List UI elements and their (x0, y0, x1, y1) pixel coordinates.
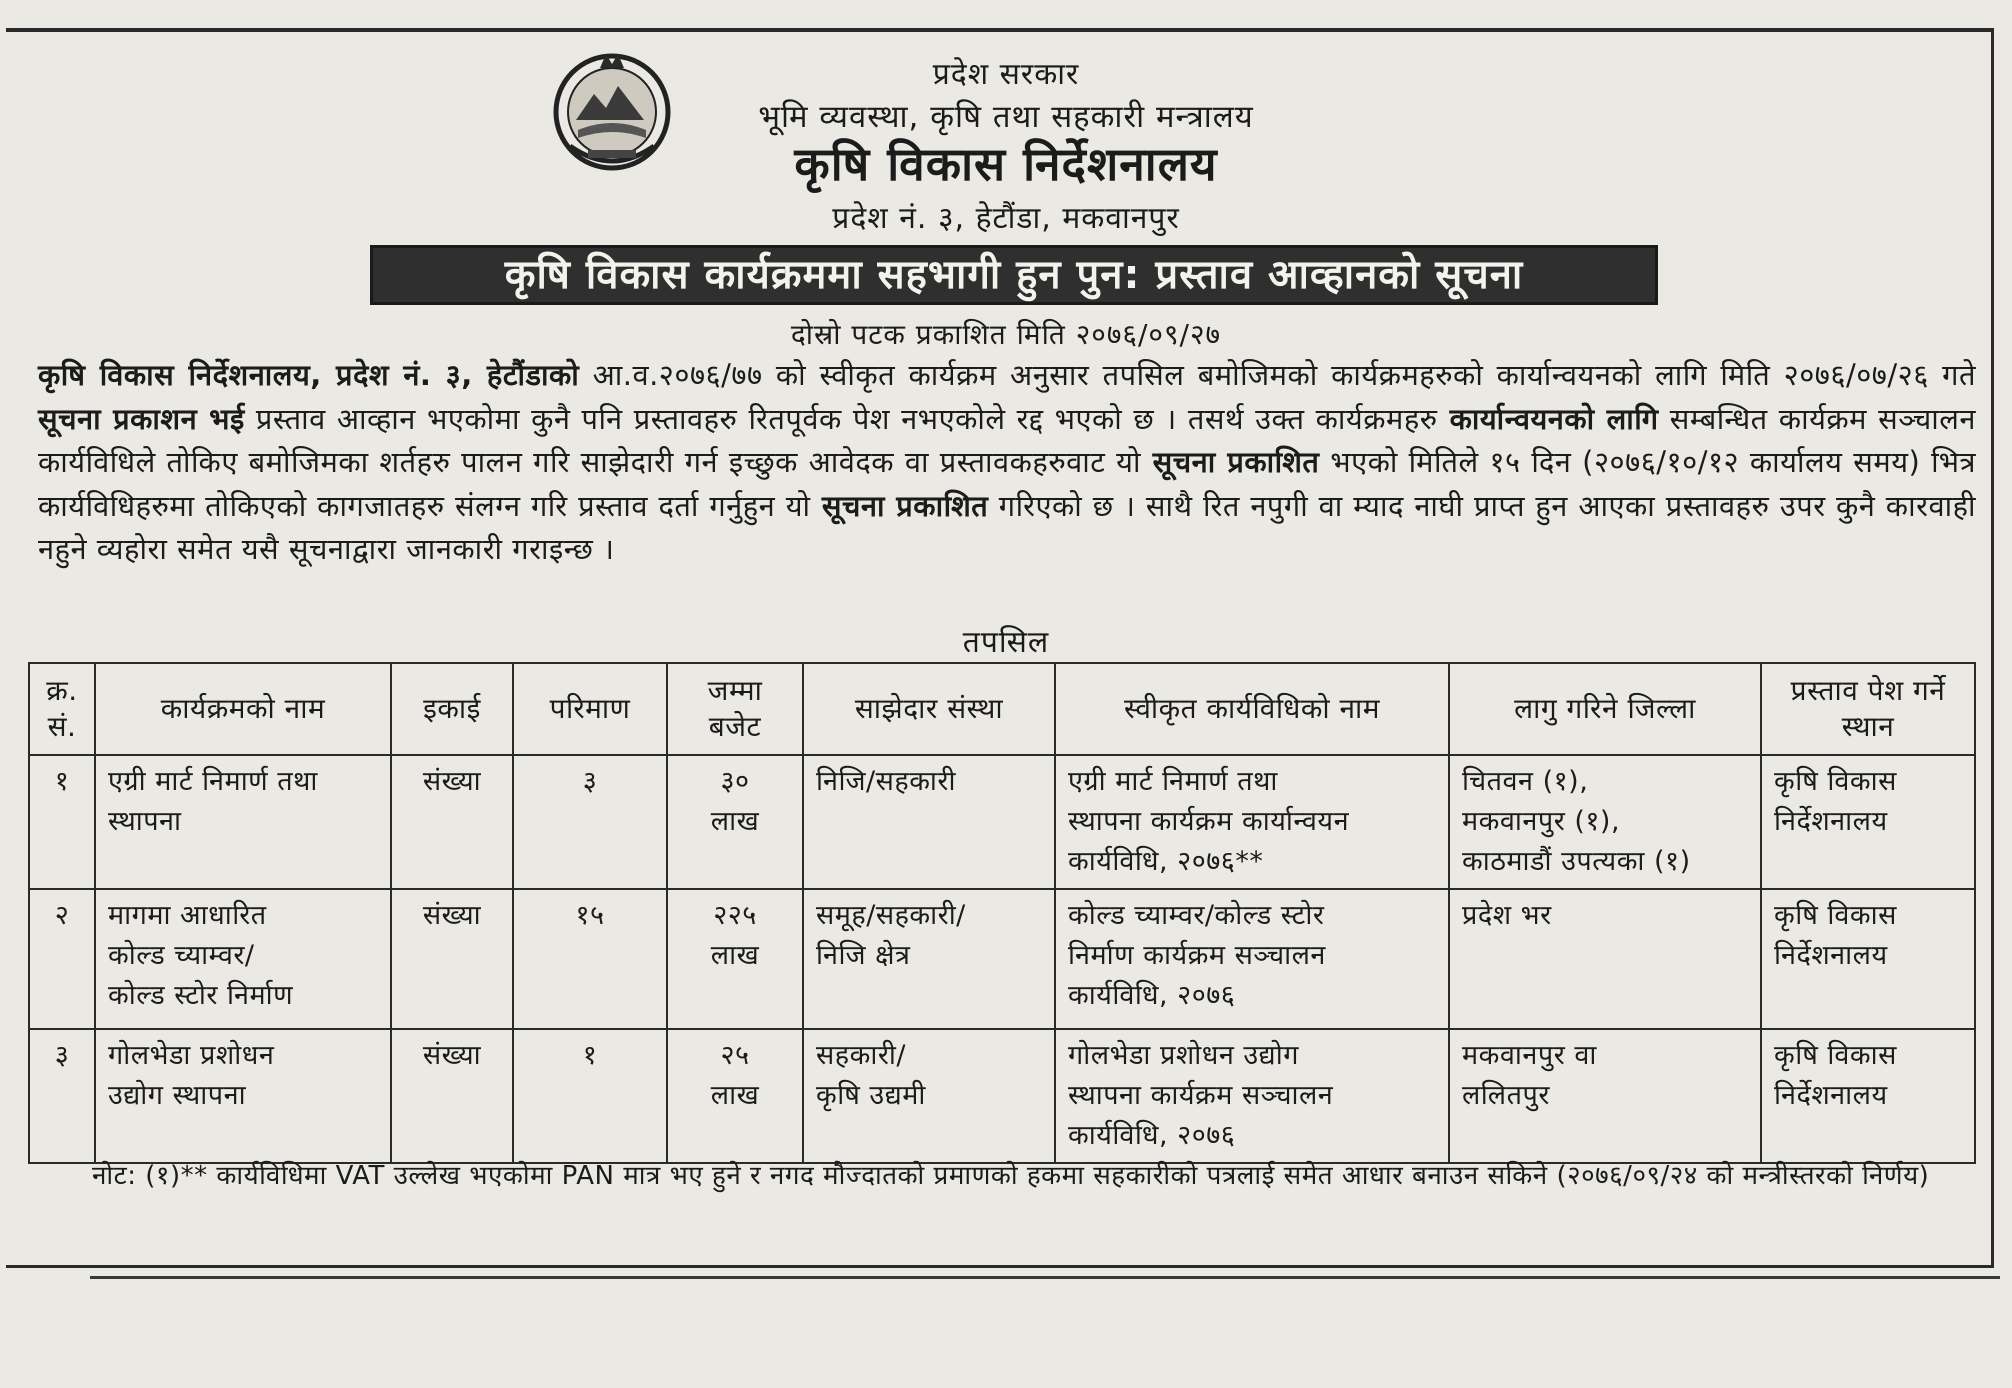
cell-unit: संख्या (391, 755, 513, 889)
col-header-guideline: स्वीकृत कार्यविधिको नाम (1055, 663, 1449, 755)
ministry-line: भूमि व्यवस्था, कृषि तथा सहकारी मन्त्रालय (758, 99, 1254, 135)
cell-program: एग्री मार्ट निमार्ण तथा स्थापना (95, 755, 391, 889)
col-header-district: लागु गरिने जिल्ला (1449, 663, 1761, 755)
col-header-sn: क्र. सं. (29, 663, 95, 755)
publication-date: दोस्रो पटक प्रकाशित मिति २०७६/०९/२७ (790, 318, 1222, 351)
schedule-table (28, 662, 1976, 1164)
table-row (29, 755, 1975, 889)
body-bold-3: कार्यान्वयनको लागि (1437, 401, 1659, 436)
office-address: प्रदेश नं. ३, हेटौंडा, मकवानपुर (832, 201, 1180, 236)
cell-budget: २२५ लाख (667, 889, 803, 1029)
cell-sn: ३ (29, 1029, 95, 1163)
cell-program: मागमा आधारित कोल्ड च्याम्वर/ कोल्ड स्टोर निर्माण (95, 889, 391, 1029)
government-line: प्रदेश सरकार (932, 57, 1080, 92)
cell-partner: सहकारी/ कृषि उद्यमी (803, 1029, 1055, 1163)
col-header-program: कार्यक्रमको नाम (95, 663, 391, 755)
cell-place: कृषि विकास निर्देशनालय (1761, 889, 1975, 1029)
footnote: नोट: (१)** कार्यविधिमा VAT उल्लेख भएकोमा PAN मात्र भए हुने र नगद मौज्दातको प्रमाणको हकमा सहकारीको पत्रलाई समेत आधार बनाउन सकिने (२०७६/०९/२४ को मन्त्रीस्तरको निर्णय) (92, 1161, 1930, 1191)
col-header-quantity: परिमाण (513, 663, 667, 755)
body-text-1: आ.व.२०७६/७७ को स्वीकृत कार्यक्रम अनुसार तपसिल बमोजिमको कार्यक्रमहरुको कार्यान्वयनको लागि मिति २०७६/०७/२६ गते (579, 358, 1976, 392)
table-row (29, 1029, 1975, 1163)
schedule-title: तपसिल (962, 625, 1050, 660)
notice-body (38, 354, 1976, 572)
cell-place: कृषि विकास निर्देशनालय (1761, 1029, 1975, 1163)
body-text-5: गरिएको छ । साथै रित नपुगी वा म्याद नाघी प्राप्त हुन आएका प्रस्तावहरु उपर कुनै कारवाही नहुने व्यहोरा समेत यसै सूचनाद्वारा जानकारी गराइन्छ । (38, 488, 1976, 566)
cell-district: मकवानपुर वा ललितपुर (1449, 1029, 1761, 1163)
cell-place: कृषि विकास निर्देशनालय (1761, 755, 1975, 889)
col-header-partner: साझेदार संस्था (803, 663, 1055, 755)
cell-quantity: ३ (513, 755, 667, 889)
cell-program: गोलभेडा प्रशोधन उद्योग स्थापना (95, 1029, 391, 1163)
cell-unit: संख्या (391, 1029, 513, 1163)
cell-district: प्रदेश भर (1449, 889, 1761, 1029)
cell-sn: २ (29, 889, 95, 1029)
office-name: कृषि विकास निर्देशनालय (794, 137, 1218, 191)
col-header-unit: इकाई (391, 663, 513, 755)
body-bold-lead: कृषि विकास निर्देशनालय, प्रदेश नं. ३, हेटौंडाको (38, 358, 580, 392)
cell-guideline: कोल्ड च्याम्वर/कोल्ड स्टोर निर्माण कार्यक्रम सञ्चालन कार्यविधि, २०७६ (1055, 889, 1449, 1029)
cell-partner: निजि/सहकारी (803, 755, 1055, 889)
body-bold-4: सूचना प्रकाशित (1141, 445, 1320, 479)
col-header-place: प्रस्ताव पेश गर्ने स्थान (1761, 663, 1975, 755)
cell-guideline: गोलभेडा प्रशोधन उद्योग स्थापना कार्यक्रम सञ्चालन कार्यविधि, २०७६ (1055, 1029, 1449, 1163)
cell-budget: २५ लाख (667, 1029, 803, 1163)
cell-unit: संख्या (391, 889, 513, 1029)
body-text-3: सम्बन्धित कार्यक्रम सञ्चालन कार्यविधिले तोकिए बमोजिमका शर्तहरु पालन गरि साझेदारी गर्न इच्छुक आवेदक वा प्रस्तावकहरुवाट यो (38, 401, 1976, 479)
body-text-4: भएको मितिले १५ दिन (२०७६/१०/१२ कार्यालय समय) भित्र कार्यविधिहरुमा तोकिएको कागजातहरु संलग्न गरि प्रस्ताव दर्ता गर्नुहुन यो (38, 445, 1976, 523)
cell-partner: समूह/सहकारी/ निजि क्षेत्र (803, 889, 1055, 1029)
bottom-divider (90, 1276, 2000, 1279)
col-header-budget: जम्मा बजेट (667, 663, 803, 755)
cell-quantity: १५ (513, 889, 667, 1029)
table-header-row (29, 663, 1975, 755)
body-bold-5: सूचना प्रकाशित (810, 488, 989, 523)
body-bold-2: सूचना प्रकाशन भई (38, 401, 245, 436)
cell-budget: ३० लाख (667, 755, 803, 889)
cell-guideline: एग्री मार्ट निमार्ण तथा स्थापना कार्यक्रम कार्यान्वयन कार्यविधि, २०७६** (1055, 755, 1449, 889)
cell-quantity: १ (513, 1029, 667, 1163)
cell-sn: १ (29, 755, 95, 889)
notice-title-banner: कृषि विकास कार्यक्रममा सहभागी हुन पुन: प्रस्ताव आव्हानको सूचना (370, 245, 1658, 305)
cell-district: चितवन (१), मकवानपुर (१), काठमाडौं उपत्यका (१) (1449, 755, 1761, 889)
table-row (29, 889, 1975, 1029)
body-text-2: प्रस्ताव आव्हान भएकोमा कुनै पनि प्रस्तावहरु रितपूर्वक पेश नभएकोले रद्द भएको छ । तसर्थ उक्त कार्यक्रमहरु (244, 401, 1438, 436)
